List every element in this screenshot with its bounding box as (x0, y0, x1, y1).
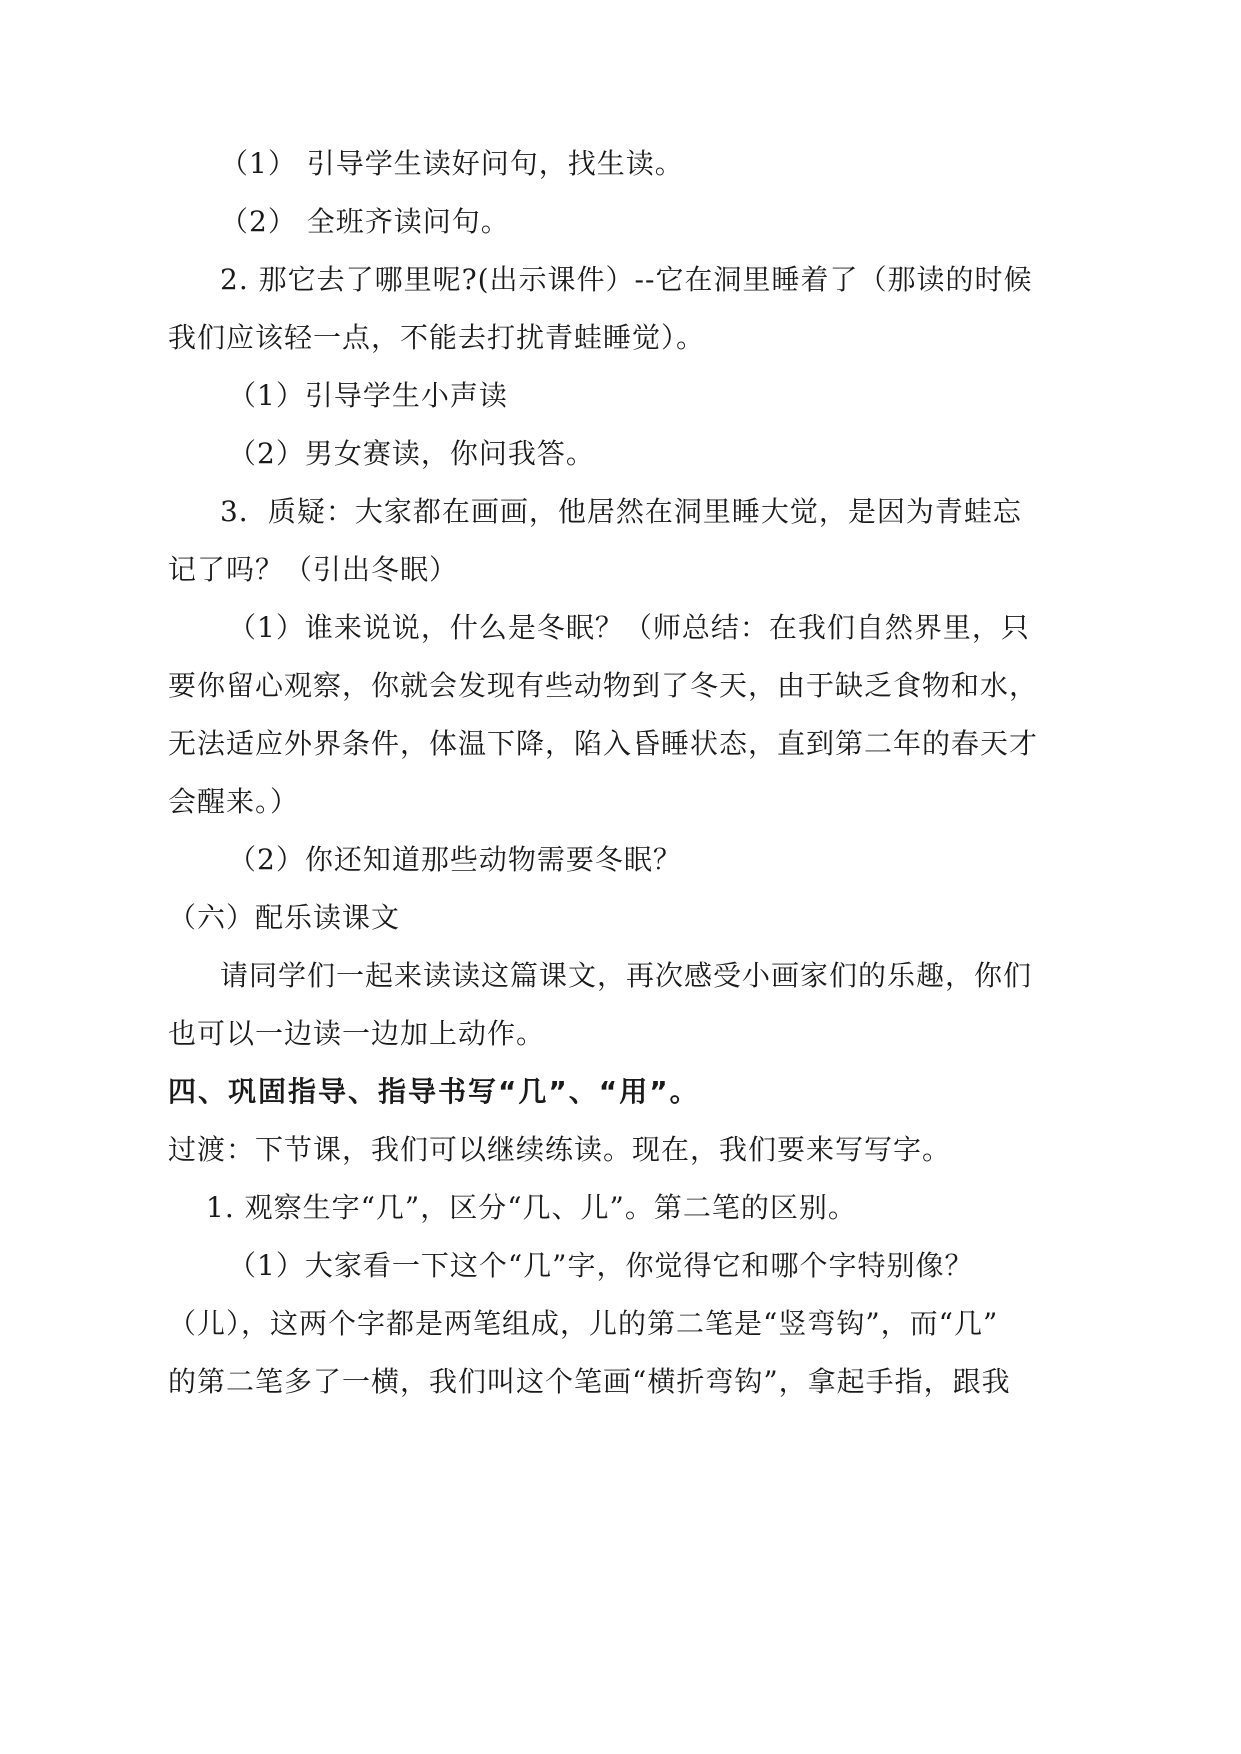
paragraph-line: 的第二笔多了一横，我们叫这个笔画“横折弯钩”，拿起手指，跟我 (168, 1365, 1011, 1398)
paragraph-line: （2） 全班齐读问句。 (220, 205, 510, 238)
paragraph-line: （1）谁来说说，什么是冬眠？（师总结：在我们自然界里，只 (228, 611, 1030, 644)
paragraph-line: （1）引导学生小声读 (228, 379, 508, 412)
paragraph-line: （2）你还知道那些动物需要冬眠？ (228, 843, 682, 876)
paragraph-line: 无法适应外界条件，体温下降，陷入昏睡状态，直到第二年的春天才 (168, 727, 1039, 760)
paragraph-line: 3．质疑：大家都在画画，他居然在洞里睡大觉，是因为青蛙忘 (220, 495, 1022, 528)
main-section-heading: 四、巩固指导、指导书写“几”、“用”。 (168, 1075, 700, 1108)
paragraph-line: 请同学们一起来读读这篇课文，再次感受小画家们的乐趣，你们 (220, 959, 1033, 992)
paragraph-line: （1）大家看一下这个“几”字，你觉得它和哪个字特别像？ (228, 1249, 974, 1282)
paragraph-line: （1） 引导学生读好问句，找生读。 (220, 147, 684, 180)
paragraph-line: 记了吗？（引出冬眠） (168, 553, 459, 586)
paragraph-line: 要你留心观察，你就会发现有些动物到了冬天，由于缺乏食物和水， (168, 669, 1039, 702)
paragraph-line: 过渡：下节课，我们可以继续练读。现在，我们要来写写字。 (168, 1133, 952, 1166)
paragraph-line: （2）男女赛读，你问我答。 (228, 437, 595, 470)
paragraph-line: 会醒来。） (168, 785, 300, 818)
section-heading: （六）配乐读课文 (168, 901, 401, 934)
paragraph-line: （儿），这两个字都是两笔组成，儿的第二笔是“竖弯钩”，而“几” (168, 1307, 999, 1340)
paragraph-line: 我们应该轻一点，不能去打扰青蛙睡觉）。 (168, 321, 706, 354)
paragraph-line: 1. 观察生字“几”，区分“几、儿”。第二笔的区别。 (206, 1191, 857, 1224)
paragraph-line: 2. 那它去了哪里呢?(出示课件）--它在洞里睡着了（那读的时候 (220, 263, 1033, 296)
paragraph-line: 也可以一边读一边加上动作。 (168, 1017, 546, 1050)
